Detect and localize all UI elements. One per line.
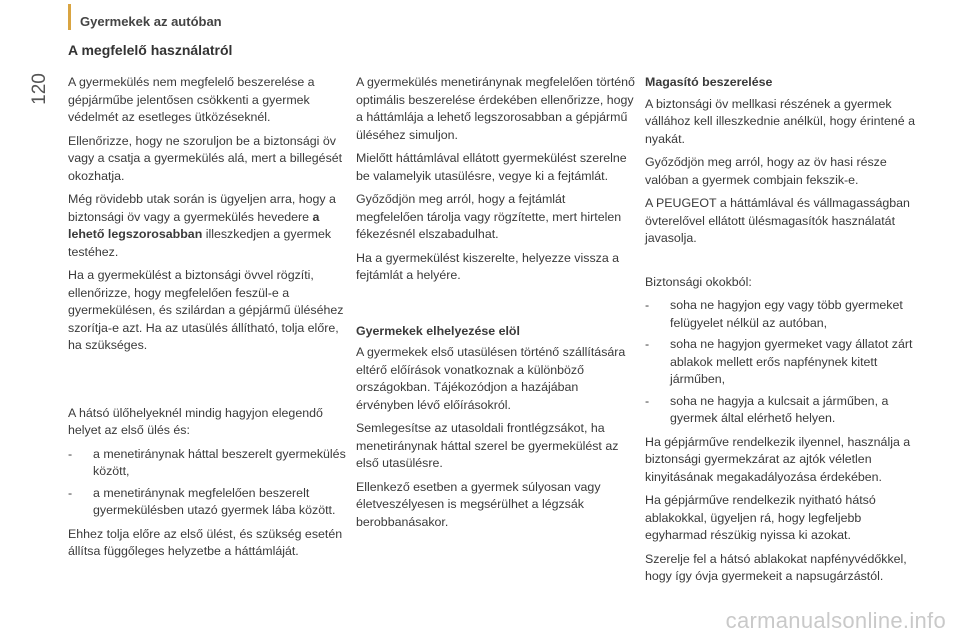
list-item: - soha ne hagyja a kulcsait a járműben, a gyermek által elérhető helyen. <box>645 393 925 428</box>
paragraph: A biztonsági öv mellkasi részének a gyermek vállához kell illeszkednie anélkül, hogy érintené a nyakát. <box>645 96 916 146</box>
paragraph: Ellenkező esetben a gyermek súlyosan vagy életveszélyesen is megsérülhet a légzsák berobbanásakor. <box>356 479 601 529</box>
list-item: - a menetiránynak megfelelően beszerelt gyermekülésben utazó gyermek lába között. <box>68 485 348 520</box>
paragraph: A PEUGEOT a háttámlával és vállmagasságban övterelővel ellátott ülésmagasítók használatát javasolja. <box>645 196 910 245</box>
paragraph: Ha a gyermekülést a biztonsági övvel rögzíti, ellenőrizze, hogy megfelelően feszül-e a gyermekülésen, és szilárdan a gépjármű üléséhez szorítja-e azt. Ha az utasülés állítható, tolja előre, ha szükséges. <box>68 268 344 352</box>
list-item: - a menetiránynak háttal beszerelt gyermekülés között, <box>68 446 348 481</box>
paragraph: Ha gépjárműve rendelkezik ilyennel, használja a biztonsági gyermekzárat az ajtók véletlen kinyitásának megakadályozása érdekében. <box>645 434 911 484</box>
column-left <box>68 74 348 567</box>
page-number: 120 <box>28 73 50 105</box>
paragraph <box>68 191 348 261</box>
paragraph: Mielőtt háttámlával ellátott gyermekülést szerelne be valamelyik utasülésre, vegye ki a fejtámlát. <box>356 151 627 183</box>
bullet-list <box>645 297 925 428</box>
column-middle <box>356 74 636 537</box>
subsection-heading: Gyermekek elhelyezése elöl <box>356 323 520 338</box>
list-item: - soha ne hagyjon gyermeket vagy állatot zárt ablakok mellett erős napfénynek kitett járműben, <box>645 336 925 389</box>
section-title: A megfelelő használatról <box>68 42 233 58</box>
paragraph: Győződjön meg arról, hogy a fejtámlát megfelelően tárolja vagy rögzítette, mert hirtelen fékezésnél elszabadulhat. <box>356 192 622 241</box>
column-right <box>645 74 925 592</box>
chapter-title: Gyermekek az autóban <box>80 14 222 29</box>
list-item: - soha ne hagyjon egy vagy több gyermeket felügyelet nélkül az autóban, <box>645 297 925 332</box>
paragraph: Győződjön meg arról, hogy az öv hasi része valóban a gyermek combjain fekszik-e. <box>645 155 887 187</box>
paragraph: Ellenőrizze, hogy ne szoruljon be a biztonsági öv vagy a csatja a gyermekülés alá, mert a billegését okozhatja. <box>68 133 343 183</box>
paragraph-text: illeszkedjen a gyermek testéhez. <box>68 227 332 259</box>
paragraph: Ha a gyermekülést kiszerelte, helyezze vissza a fejtámlát a helyére. <box>356 250 620 282</box>
paragraph: Biztonsági okokból: <box>645 274 752 289</box>
paragraph: A gyermekek első utasülésen történő szállítására eltérő előírások vonatkoznak a különböző országokban. Tájékozódjon a hazájában érvényben lévő előírásokról. <box>356 345 626 412</box>
paragraph: Semlegesítse az utasoldali frontlégzsákot, ha menetiránynak háttal szerel be gyermekülést az első utasülésre. <box>356 421 619 470</box>
emphasis-text: a lehető legszorosabban <box>68 209 320 241</box>
paragraph-text: Még rövidebb utak során is ügyeljen arra, hogy a biztonsági öv vagy a gyermekülés hevedere <box>68 192 336 224</box>
paragraph: Szerelje fel a hátsó ablakokat napfényvédőkkel, hogy így óvja gyermekeit a napsugárzástól. <box>645 551 907 583</box>
page-number-container <box>30 70 54 110</box>
paragraph: A hátsó ülőhelyeknél mindig hagyjon elegendő helyet az első ülés és: <box>68 405 323 437</box>
paragraph: A gyermekülés nem megfelelő beszerelése a gépjárműbe jelentősen csökkenti a gyermek védelmét az esetleges ütközéseknél. <box>68 75 315 124</box>
watermark: carmanualsonline.info <box>725 608 946 633</box>
paragraph: A gyermekülés menetiránynak megfelelően történő optimális beszerelése érdekében ellenőrizze, hogy a háttámlája a lehető legszorosabban a gépjármű üléséhez simuljon. <box>356 75 635 142</box>
chapter-accent-bar <box>68 4 71 30</box>
paragraph: Ehhez tolja előre az első ülést, és szükség esetén állítsa függőleges helyzetbe a háttámláját. <box>68 526 343 558</box>
subsection-heading: Magasító beszerelése <box>645 75 773 89</box>
paragraph: Ha gépjárműve rendelkezik nyitható hátsó ablakokkal, ügyeljen rá, hogy legfeljebb egyharmad részükig nyissa ki azokat. <box>645 493 876 542</box>
bullet-list <box>68 446 348 520</box>
